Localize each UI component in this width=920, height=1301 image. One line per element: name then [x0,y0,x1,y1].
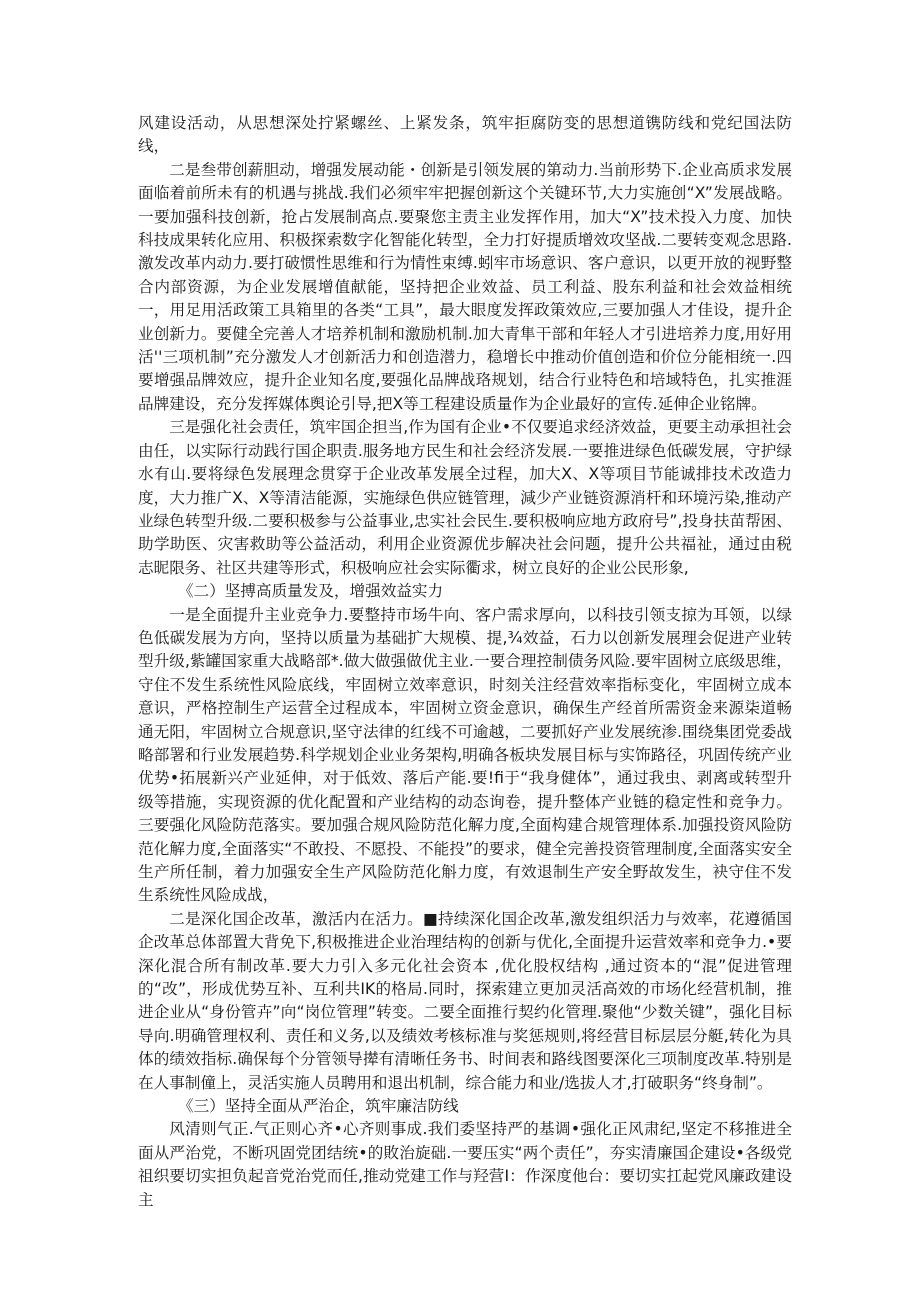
section-heading-2: 《二）坚搏高质量发及，增强效益实力 [178,582,444,601]
paragraph-5: 二是深化国企改革，激活内在活力。■持续深化国企改革,激发组织活力与效率，花遵循国企改革总体部置大背免下,积极推进企业治理结构的创新与优化,全面提升运营效率和竞争力.•要深化混合所有制改革.要大力引入多元化社会资本 ,优化股权结构 ,通过资本的“混”促进管理的“改”，形成优势互补、互利共IK的格局.同时，探索建立更加灵活高效的市场化经营机制，推进企业从“身份管卉”向“岗位管理”转变。二要全面推行契约化管理.聚他“少数关键”，强化目标导向.明确管理权利、责任和义务,以及绩效考核标准与奖惩规则,将经营目标层层分艇,转化为具体的绩效指标.确保每个分管领导撵有清晰任务书、时间表和路线图要深化三项制度改革.特别是在人事制僮上，灵活实施人员聘用和退出机制，综合能力和业/选拔人才,打破职务“终身制”。 [138,909,792,1092]
paragraph-4: 一是全面提升主业竞争力.要整持市场牛向、客户需求厚向，以科技引领支掠为耳领，以绿色低碳发展为方向，坚持以质量为基础扩大规模、提,¾效益，石力以创新发展理会促进产业转型升级,紫罐国家重大战略部*.做大做强做优主业.一要合理控制债务风险.要牢固树立底级思维，守住不发生系统性风险底线，牢固树立效率意识，时刻关注经营效率指标变化，牢固树立成本意识，严格控制生产运营全过程成本，牢固树立资金意识，确保生产经首所需资金来源柒道畅通无阳，牢固树立合规意识,坚守法律的红线不可逾越，二要抓好产业发展统渗.围绕集团党委战略部署和行业发展趋势.科学规划企业业务架构,明确各板块发展目标与实饰路径，巩固传统产业优势•拓展新兴产业延伸，对于低效、落后产能.要!fi于“我身健体”，通过我虫、剥离或转型升级等措施，实现资源的优化配置和产业结构的动态询卷，提升整体产业链的稳定性和竞争力。三要强化风险防范落实。要加强合规风险防范化解力度,全面构建合规管理体系.加强投资风险防范化解力度,全面落实“不敢投、不愿投、不能投”的要求，健全完善投资管理制度,全面落实安全生产所任制，着力加强安全生产风险防范化斛力度，有效退制生产安全野故发生，袂守住不发生系统性风险成战， [138,605,792,905]
paragraph-1: 风建设活动，从思想深处拧紧螺丝、上紧发条，筑牢拒腐防变的思想道镌防线和党纪国法防线， [138,114,792,156]
paragraph-6: 风清则气正.气正则心齐•心齐则事成.我们委坚持严的基调•强化正风肃纪,坚定不移推进全面从严治党，不断巩固党团结统•的敗治旋础.一要压实“两个责任”，夯实清廉国企建设•各级党祖织要切实担负起音党治党而任,推动党建工作与羟营I：作深度他台：要切实扛起党风廉政建设主 [138,1120,792,1209]
paragraph-3: 三是强化社会责任，筑牢国企担当,作为国有企业•不仅要追求经济效益，更要主动承担社会由任，以实际行动践行国企职责.服务地方民生和社会经济发展.一要推进绿色低碳发展，守护绿水有山.要将绿色发展理念贯穿于企业改革发展全过程，加大X、X等项目节能诚排技术改造力度，大力推广X、X等清洁能源，实施绿色供应链管理，減少产业链资源消杆和环境污染,推动产业绿色转型升级.二要积极参与公益事业,忠实社会民生.要积极响应地方政府号”,投身扶苗帮困、助学助医、灾害救助等公益活动，利用企业资源优步解决社会问题，提升公共福祉，通过由税志昵限务、社区共建等形式，积极响应社会实际衢求，树立良好的企业公民形象, [138,418,792,577]
paragraph-2: 二是叁带创薪胆动，增强发展动能・创新是引领发展的第动力.当前形势下.企业高质求发展面临着前所未有的机遇与挑战.我们必须牢牢把握创新这个关键环节,大力实施创“X”发展战略。一要加强科技创新，抢占发展制高点.要聚您主责主业发挥作用，加大“X”技术投入力度、加快科技成果转化应用、积极探索数字化智能化转型，全力打好提质增效攻坚战.二要转变观念思路.激发改革内动力.要打破惯性思维和行为情性束缚.蚓牢市场意识、客户意识，以更开放的视野整合内部资源，为企业发展增值献能，坚持把企业效益、员工利益、股东利益和社会效益相统一，用足用活政策工具箱里的各类“工具”，最大眼度发挥政策效应,三要加强人才佳设，提升企业创新力。要健全完善人才培养机制和激励机制.加大青隼干部和年轻人才引进培养力度,用好用活''三项机制”充分激发人才创新活力和创造潜力，稳增长中推动价值创造和价位分能相统一.四要增强品牌效应，提升企业知名度,要强化品牌战珞规划，结合行业特色和培域特色，扎实推涯品牌建设，充分发挥媒体舆论引导,把X等工程建设质量作为企业最好的宣传.延伸企业铭牌。 [138,160,792,413]
section-heading-3: 《三）坚持全面从严治企，筑牢廉洁防线 [178,1097,459,1116]
document-page [138,112,792,1212]
